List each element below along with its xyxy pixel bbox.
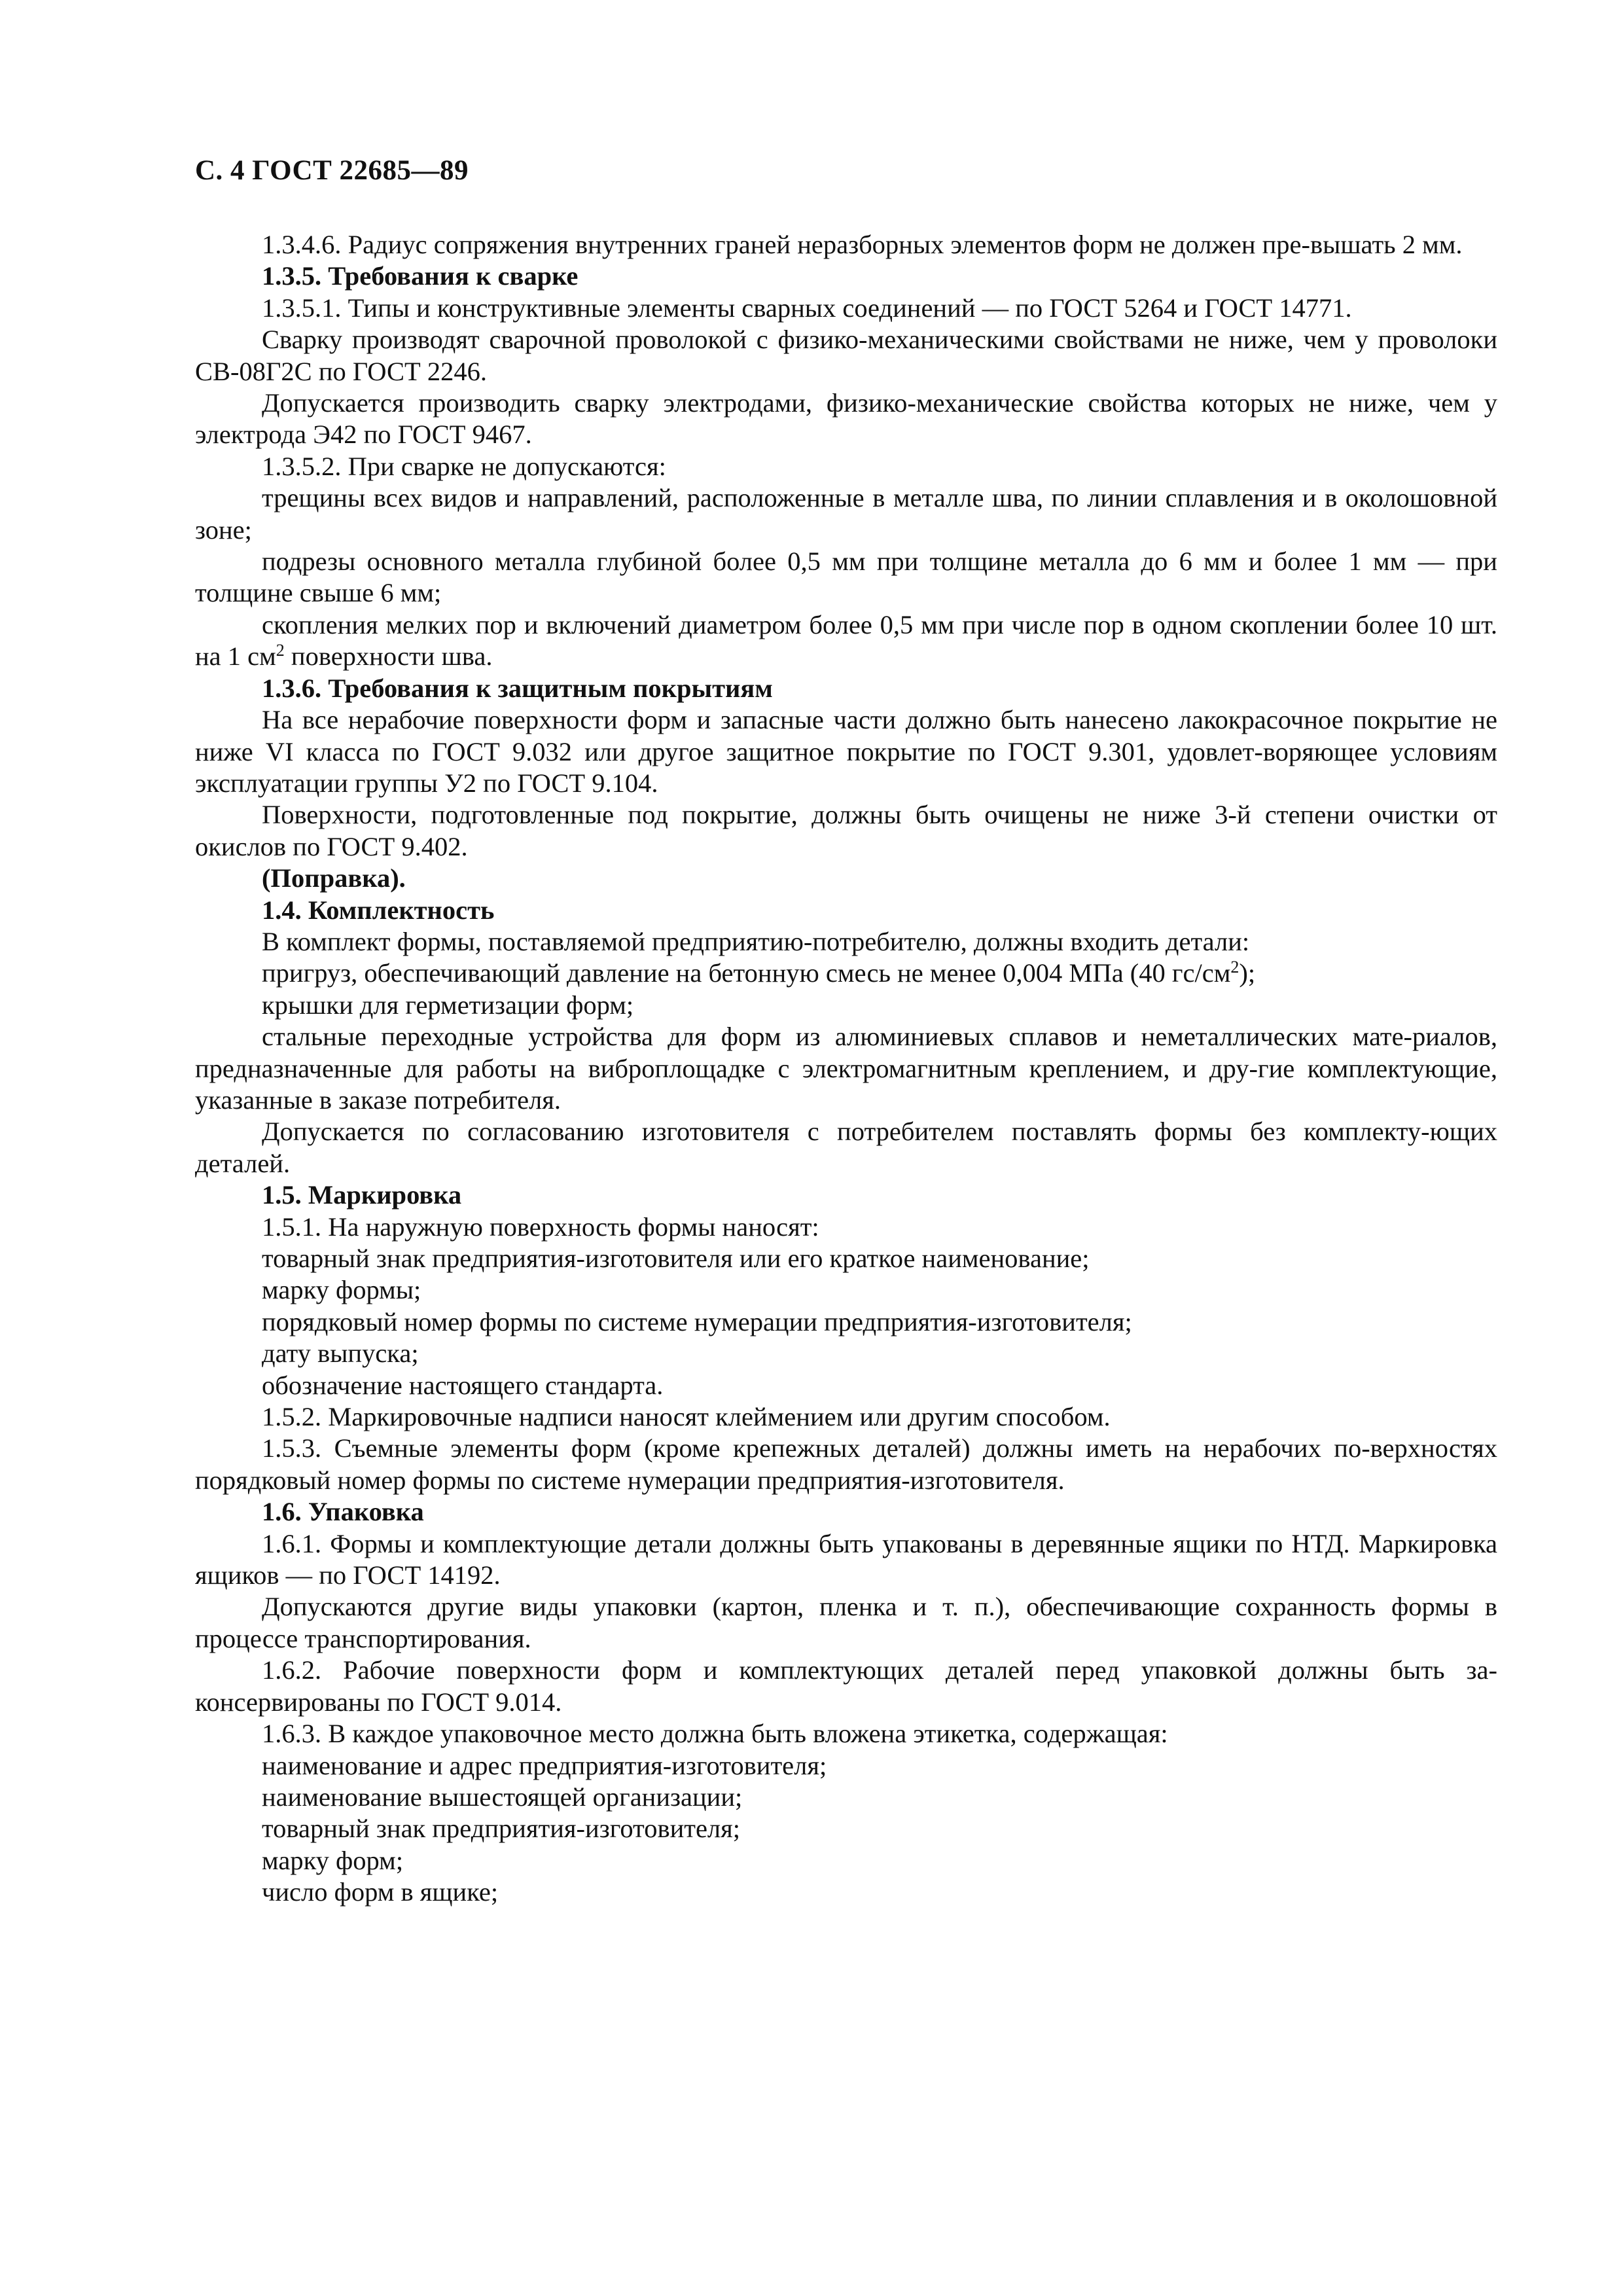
- paragraph-text: 1.3.4.6. Радиус сопряжения внутренних граней неразборных элементов форм не должен пре-вышать 2 мм.: [262, 230, 1463, 259]
- paragraph: [195, 293, 1497, 324]
- paragraph-text: (Поправка).: [262, 863, 406, 893]
- paragraph: [195, 482, 1497, 546]
- paragraph-text: марку формы;: [262, 1275, 421, 1305]
- paragraph-text: 1.3.6. Требования к защитным покрытиям: [262, 673, 773, 703]
- section-heading: [195, 1496, 1497, 1528]
- paragraph: [195, 387, 1497, 451]
- paragraph-text-after: );: [1239, 958, 1256, 988]
- paragraph: [195, 1338, 1497, 1369]
- paragraph-text: число форм в ящике;: [262, 1877, 499, 1907]
- paragraph: [195, 1370, 1497, 1401]
- paragraph: [195, 609, 1497, 673]
- paragraph-text: 1.6.1. Формы и комплектующие детали должны быть упакованы в деревянные ящики по НТД. Маркировка ящиков — по ГОСТ 14192.: [195, 1528, 1497, 1590]
- paragraph-text: Допускается производить сварку электродами, физико-механические свойства которых не ниже, чем у электрода Э42 по ГОСТ 9467.: [195, 388, 1497, 450]
- paragraph-text: крышки для герметизации форм;: [262, 990, 634, 1020]
- superscript: 2: [276, 641, 285, 660]
- paragraph-text: 1.3.5.1. Типы и конструктивные элементы сварных соединений — по ГОСТ 5264 и ГОСТ 14771.: [262, 293, 1352, 323]
- paragraph-text: трещины всех видов и направлений, расположенные в металле шва, по линии сплавления и в околошовной зоне;: [195, 483, 1497, 545]
- paragraph-text: Поверхности, подготовленные под покрытие, должны быть очищены не ниже 3-й степени очистки от окислов по ГОСТ 9.402.: [195, 800, 1497, 861]
- paragraph-text: 1.3.5.2. При сварке не допускаются:: [262, 451, 666, 481]
- paragraph: [195, 451, 1497, 482]
- paragraph-text: На все нерабочие поверхности форм и запасные части должно быть нанесено лакокрасочное покрытие не ниже VI класса по ГОСТ 9.032 или другое защитное покрытие по ГОСТ 9.301, удовлет-воряющее условиям эксплуатации группы У2 по ГОСТ 9.104.: [195, 705, 1497, 798]
- paragraph-text: 1.3.5. Требования к сварке: [262, 261, 579, 291]
- paragraph: [195, 926, 1497, 958]
- paragraph-text: стальные переходные устройства для форм из алюминиевых сплавов и неметаллических мате-риалов, предназначенные для работы на виброплощадке с электромагнитным креплением, и дру-гие комплектующие, указанные в заказе потребителя.: [195, 1022, 1497, 1115]
- paragraph: [195, 1750, 1497, 1782]
- paragraph: [195, 799, 1497, 863]
- paragraph-text: Сварку производят сварочной проволокой с физико-механическими свойствами не ниже, чем у проволоки СВ-08Г2С по ГОСТ 2246.: [195, 325, 1497, 386]
- paragraph-text: Допускается по согласованию изготовителя с потребителем поставлять формы без комплекту-ющих деталей.: [195, 1117, 1497, 1178]
- paragraph-text: скопления мелких пор и включений диаметром более 0,5 мм при числе пор в одном скоплении более 10 шт. на 1 см: [195, 609, 1497, 672]
- paragraph: [195, 1528, 1497, 1592]
- paragraph: [195, 1021, 1497, 1116]
- section-heading: [195, 673, 1497, 704]
- paragraph-text: 1.6. Упаковка: [262, 1497, 424, 1527]
- paragraph: [195, 1782, 1497, 1813]
- paragraph-text-after: поверхности шва.: [284, 641, 493, 672]
- paragraph-text: дату выпуска;: [262, 1338, 419, 1369]
- paragraph-text: обозначение настоящего стандарта.: [262, 1370, 664, 1400]
- paragraph: [195, 229, 1497, 260]
- paragraph: [195, 1876, 1497, 1908]
- paragraph: [195, 1845, 1497, 1876]
- page-header: С. 4 ГОСТ 22685—89: [195, 155, 469, 186]
- paragraph: [195, 1116, 1497, 1179]
- paragraph: [195, 1433, 1497, 1496]
- paragraph: [195, 1211, 1497, 1243]
- paragraph-text: товарный знак предприятия-изготовителя или его краткое наименование;: [262, 1244, 1090, 1273]
- paragraph-text: 1.5. Маркировка: [262, 1180, 462, 1210]
- paragraph: [195, 324, 1497, 387]
- paragraph: [195, 958, 1497, 989]
- paragraph: [195, 1243, 1497, 1274]
- paragraph-text: 1.5.3. Съемные элементы форм (кроме крепежных деталей) должны иметь на нерабочих по-верхностях порядковый номер формы по системе нумерации предприятия-изготовителя.: [195, 1433, 1497, 1495]
- paragraph-text: подрезы основного металла глубиной более 0,5 мм при толщине металла до 6 мм и более 1 мм — при толщине свыше 6 мм;: [195, 547, 1497, 608]
- paragraph-text: товарный знак предприятия-изготовителя;: [262, 1814, 741, 1844]
- paragraph-text: 1.6.3. В каждое упаковочное место должна быть вложена этикетка, содержащая:: [262, 1719, 1168, 1749]
- paragraph: [195, 1274, 1497, 1306]
- document-body: [195, 229, 1497, 1909]
- paragraph-text: Допускаются другие виды упаковки (картон, пленка и т. п.), обеспечивающие сохранность формы в процессе транспортирования.: [195, 1592, 1497, 1653]
- paragraph: [195, 1655, 1497, 1718]
- section-heading: [195, 895, 1497, 926]
- superscript: 2: [1230, 958, 1240, 977]
- section-heading: [195, 1179, 1497, 1211]
- section-heading: [195, 260, 1497, 292]
- paragraph-text: 1.5.2. Маркировочные надписи наносят клеймением или другим способом.: [262, 1402, 1111, 1432]
- paragraph-text: 1.4. Комплектность: [262, 895, 495, 925]
- paragraph-text: наименование и адрес предприятия-изготовителя;: [262, 1750, 827, 1780]
- paragraph-text: В комплект формы, поставляемой предприятию-потребителю, должны входить детали:: [262, 926, 1250, 956]
- paragraph-text: марку форм;: [262, 1845, 404, 1875]
- paragraph: [195, 1718, 1497, 1749]
- paragraph-text: пригруз, обеспечивающий давление на бетонную смесь не менее 0,004 МПа (40 гс/см: [262, 958, 1231, 988]
- paragraph: [195, 546, 1497, 609]
- paragraph-text: порядковый номер формы по системе нумерации предприятия-изготовителя;: [262, 1306, 1132, 1336]
- paragraph: [195, 990, 1497, 1021]
- paragraph-text: наименование вышестоящей организации;: [262, 1782, 743, 1812]
- paragraph: [195, 1306, 1497, 1338]
- section-heading: [195, 863, 1497, 894]
- paragraph: [195, 1401, 1497, 1433]
- paragraph-text: 1.5.1. На наружную поверхность формы наносят:: [262, 1211, 819, 1242]
- paragraph: [195, 704, 1497, 799]
- paragraph: [195, 1591, 1497, 1655]
- paragraph-text: 1.6.2. Рабочие поверхности форм и комплектующих деталей перед упаковкой должны быть за-консервированы по ГОСТ 9.014.: [195, 1655, 1497, 1717]
- paragraph: [195, 1813, 1497, 1844]
